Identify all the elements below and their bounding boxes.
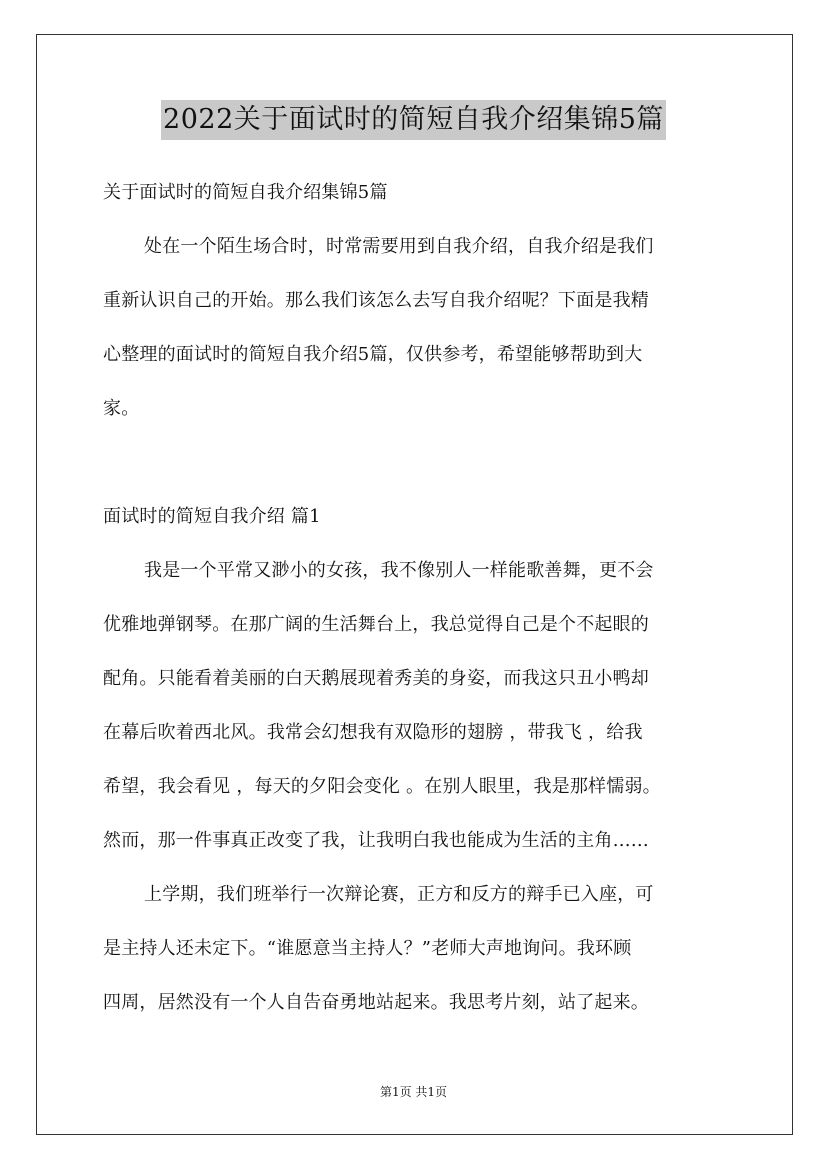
paragraph-line: 家。 (103, 398, 140, 419)
title-container (0, 100, 827, 140)
paragraph-line: 重新认识自己的开始。那么我们该怎么去写自我介绍呢？下面是我精 (103, 290, 649, 311)
paragraph-line: 然而，那一件事真正改变了我，让我明白我也能成为生活的主角…… (103, 830, 649, 851)
paragraph-line: 是主持人还未定下。“谁愿意当主持人？”老师大声地询问。我环顾 (103, 938, 632, 959)
page-number-footer: 第1页 共1页 (379, 1085, 448, 1099)
document-body (103, 171, 729, 1035)
paragraph-line: 心整理的面试时的简短自我介绍5篇，仅供参考，希望能够帮助到大 (103, 344, 643, 365)
section-heading: 面试时的简短自我介绍 篇1 (103, 506, 321, 527)
subtitle-line: 关于面试时的简短自我介绍集锦5篇 (103, 182, 388, 203)
paragraph-line: 我是一个平常又渺小的女孩，我不像别人一样能歌善舞，更不会 (144, 560, 654, 581)
paragraph-line: 优雅地弹钢琴。在那广阔的生活舞台上，我总觉得自己是个不起眼的 (103, 614, 649, 635)
paragraph-gap (103, 441, 729, 495)
paragraph-line: 希望，我会看见 ，每天的夕阳会变化 。在别人眼里，我是那样懦弱。 (103, 776, 661, 797)
paragraph-line: 四周，居然没有一个人自告奋勇地站起来。我思考片刻，站了起来。 (103, 992, 649, 1013)
paragraph-line: 配角。只能看着美丽的白天鹅展现着秀美的身姿，而我这只丑小鸭却 (103, 668, 649, 689)
document-title: 2022关于面试时的简短自我介绍集锦5篇 (161, 100, 666, 140)
paragraph-line: 处在一个陌生场合时，时常需要用到自我介绍，自我介绍是我们 (144, 236, 654, 257)
paragraph-line: 在幕后吹着西北风。我常会幻想我有双隐形的翅膀 ，带我飞 ，给我 (103, 722, 643, 743)
paragraph-line: 上学期，我们班举行一次辩论赛，正方和反方的辩手已入座，可 (144, 884, 654, 905)
